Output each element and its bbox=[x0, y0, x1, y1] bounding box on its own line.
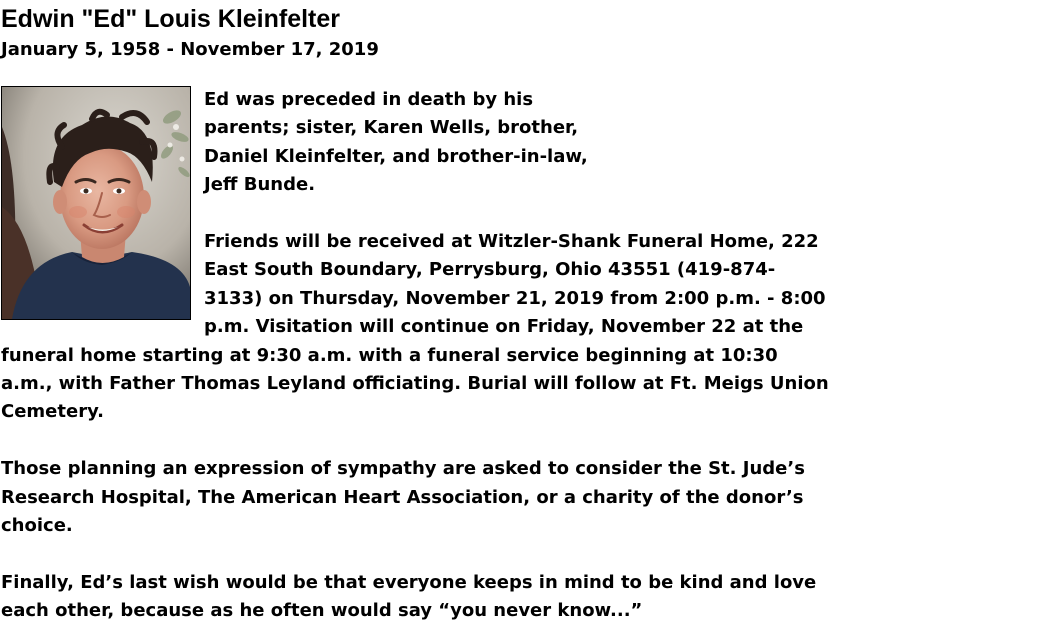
page-title: Edwin "Ed" Louis Kleinfelter bbox=[1, 5, 341, 33]
paragraph-services: Friends will be received at Witzler-Shank Funeral Home, 222 East South Boundary, Perrysburg, Ohio 43551 (419-874-3133) on Thursday, November 21, 2019 from 2:00 p.m. - 8:00 p.m. Visitation will continue on Friday, November 22 at the funeral home starting at 9:30 a.m. with a funeral service beginning at 10:30 a.m., with Father Thomas Leyland officiating. Burial will follow at Ft. Meigs Union Cemetery. bbox=[1, 231, 829, 423]
obituary-text bbox=[1, 86, 841, 626]
portrait-photo-icon bbox=[2, 87, 190, 319]
paragraph-family: Ed was preceded in death by his parents; sister, Karen Wells, brother, Daniel Kleinfelter, and brother-in-law, Jeff Bunde. bbox=[204, 89, 588, 196]
portrait-photo bbox=[1, 86, 191, 320]
obituary-page bbox=[1, 4, 841, 626]
paragraph-last-wish: Finally, Ed’s last wish would be that everyone keeps in mind to be kind and love each other, because as he often would say “you never know...” bbox=[1, 571, 817, 622]
life-dates: January 5, 1958 - November 17, 2019 bbox=[1, 39, 379, 60]
paragraph-sympathy: Those planning an expression of sympathy are asked to consider the St. Jude’s Research Hospital, The American Heart Association, or a charity of the donor’s choice. bbox=[1, 458, 805, 537]
